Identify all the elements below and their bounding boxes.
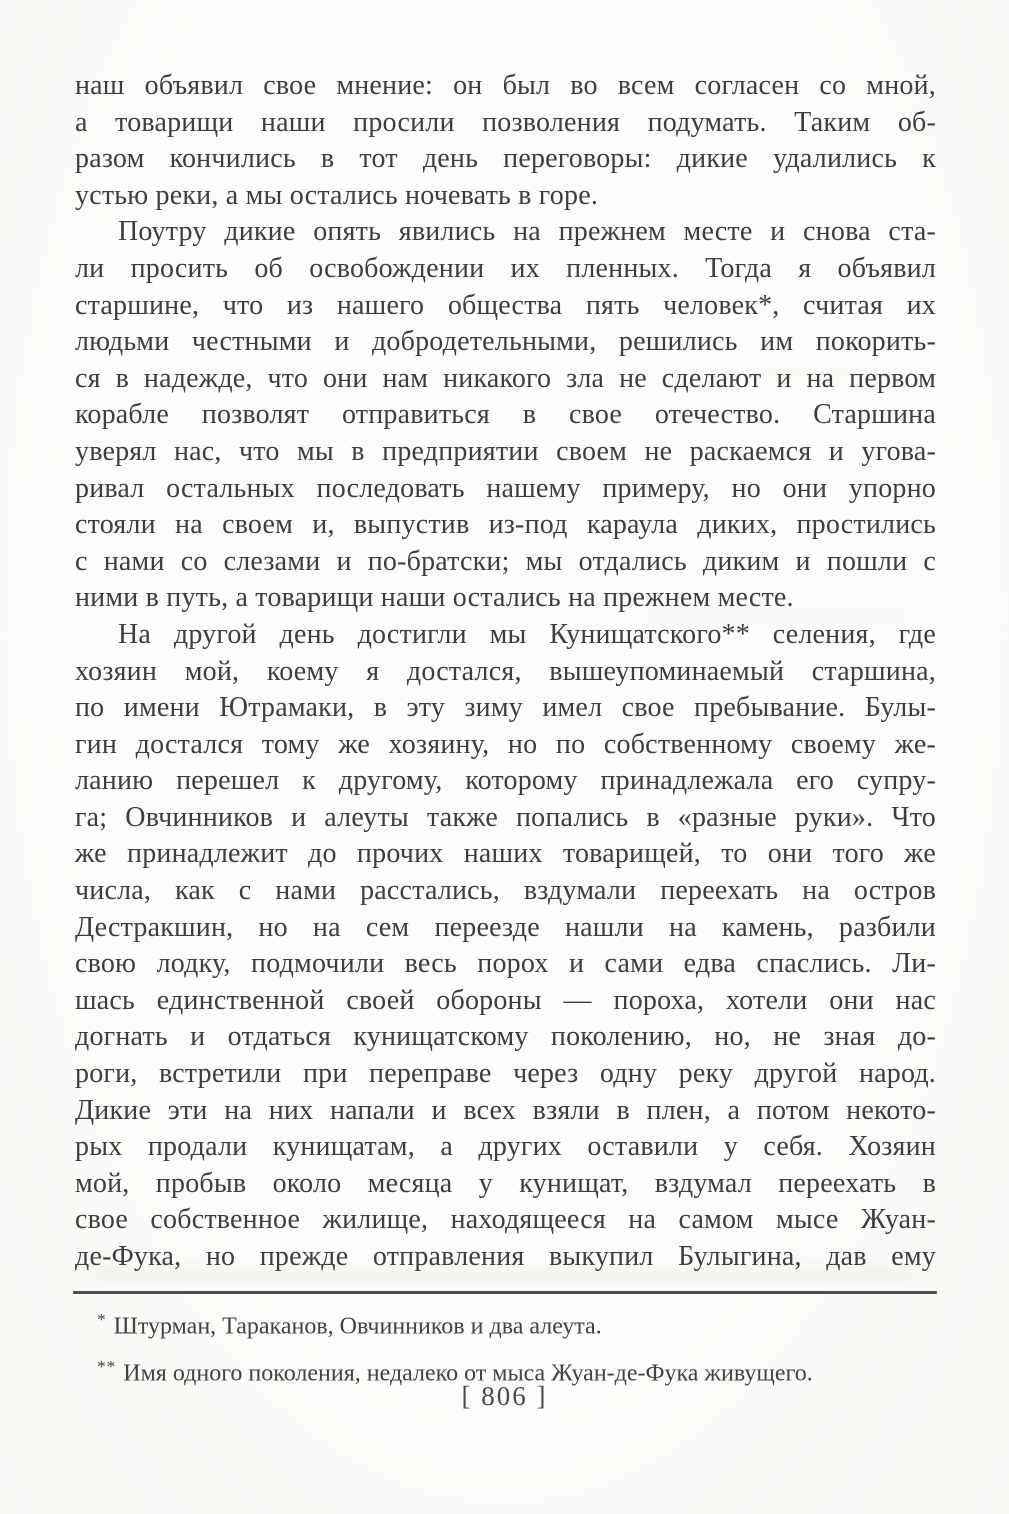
text-line: хозяин мой, коему я достался, вышеупоминаемый старшина, — [75, 655, 936, 687]
body-text — [75, 68, 936, 1276]
text-line: по имени Ютрамаки, в эту зиму имел свое пребывание. Булы- — [75, 692, 936, 724]
text-line: На другой день достигли мы Кунищатского** селения, где — [118, 618, 936, 650]
text-line: а товарищи наши просили позволения подумать. Таким об- — [75, 106, 936, 138]
text-line: Поутру дикие опять явились на прежнем месте и снова ста- — [118, 216, 936, 248]
text-line: ланию перешел к другому, которому принадлежала его супру- — [75, 765, 936, 797]
footnote-marker: * — [97, 1310, 107, 1329]
text-line: с нами со слезами и по-братски; мы отдались диким и пошли с — [75, 545, 936, 577]
text-line: стояли на своем и, выпустив из-под караула диких, простились — [75, 509, 936, 541]
text-line: свою лодку, подмочили весь порох и сами едва спаслись. Ли- — [75, 948, 936, 980]
footnote-text: Имя одного поколения, недалеко от мыса Жуан-де-Фука живущего. — [123, 1360, 813, 1387]
text-line: старшине, что из нашего общества пять человек*, считая их — [75, 289, 936, 321]
footnote-text: Штурман, Тараканов, Овчинников и два алеута. — [113, 1313, 602, 1340]
text-line: ними в путь, а товарищи наши остались на прежнем месте. — [75, 582, 794, 614]
text-line: наш объявил свое мнение: он был во всем согласен со мной, — [75, 70, 936, 101]
text-line: мой, пробыв около месяца у кунищат, вздумал переехать в — [75, 1167, 936, 1199]
text-line: рых продали кунищатам, а других оставили у себя. Хозяин — [75, 1131, 936, 1163]
text-line: Дестракшин, но на сем переезде нашли на камень, разбили — [75, 911, 936, 943]
text-line: га; Овчинников и алеуты также попались в «разные руки». Что — [75, 801, 936, 833]
text-line: корабле позволят отправиться в свое отечество. Старшина — [75, 399, 936, 431]
footnote — [75, 1300, 936, 1347]
footnotes-block — [75, 1300, 936, 1393]
text-line: свое собственное жилище, находящееся на самом мысе Жуан- — [75, 1204, 936, 1236]
text-line: шась единственной своей обороны — пороха, хотели они нас — [75, 984, 936, 1016]
text-line: ся в надежде, что они нам никакого зла не сделают и на первом — [75, 362, 936, 394]
text-line: числа, как с нами расстались, вздумали переехать на остров — [75, 875, 936, 907]
text-line: уверял нас, что мы в предприятии своем не раскаемся и угова- — [75, 435, 936, 467]
text-line: де-Фука, но прежде отправления выкупил Булыгина, дав ему — [75, 1241, 936, 1272]
text-line: гин достался тому же хозяину, но по собственному своему же- — [75, 728, 936, 760]
page-number: [ 806 ] — [461, 1381, 548, 1411]
text-line: ли просить об освобождении их пленных. Тогда я объявил — [75, 252, 936, 284]
footnote-divider — [73, 1291, 937, 1294]
text-line: же принадлежит до прочих наших товарищей, то они того же — [75, 838, 936, 870]
text-line: разом кончились в тот день переговоры: дикие удалились к — [75, 143, 936, 175]
text-line: роги, встретили при переправе через одну реку другой народ. — [75, 1058, 936, 1090]
text-line: Дикие эти на них напали и всех взяли в плен, а потом некото- — [75, 1094, 936, 1126]
text-line: устью реки, а мы остались ночевать в горе. — [75, 179, 599, 211]
text-line: догнать и отдаться кунищатскому поколению, но, не зная до- — [75, 1021, 936, 1053]
text-line: ривал остальных последовать нашему примеру, но они упорно — [75, 472, 936, 504]
text-line: людьми честными и добродетельными, решились им покорить- — [75, 326, 936, 358]
footnote-marker: ** — [97, 1356, 117, 1376]
